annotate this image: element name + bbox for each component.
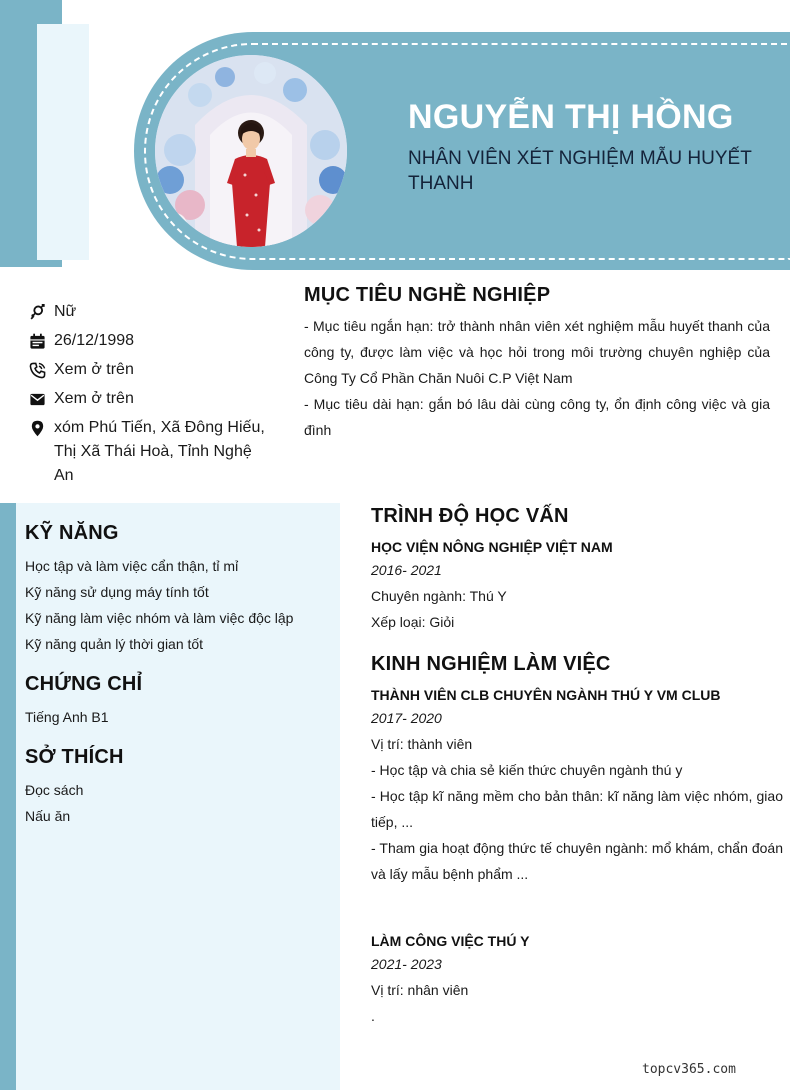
education-period: 2016- 2021 (371, 562, 442, 578)
profile-photo (155, 55, 347, 247)
career-objective-section (304, 284, 770, 443)
skill-item: Kỹ năng sử dụng máy tính tốt (25, 584, 209, 600)
experience-period: 2021- 2023 (371, 956, 442, 972)
contact-address (28, 416, 268, 488)
experience-job (371, 931, 783, 1029)
profile-photo-illustration (155, 55, 347, 247)
experience-line: . (371, 1008, 375, 1024)
hobby-item: Đọc sách (25, 782, 84, 798)
experience-job (371, 685, 783, 887)
contact-phone (28, 358, 268, 382)
experience-line: Vị trí: nhân viên (371, 982, 469, 998)
skills-title: KỸ NĂNG (25, 522, 119, 544)
objective-short-term: - Mục tiêu ngắn hạn: trở thành nhân viên xét nghiệm mẫu huyết thanh của công ty, được làm việc và học hỏi trong môi trường chuyên nghiệp của Công Ty Cổ Phần Chăn Nuôi C.P Việt Nam (304, 318, 770, 386)
experience-line: - Học tập và chia sẻ kiến thức chuyên ngành thú y (371, 762, 683, 778)
gender-icon (28, 300, 46, 324)
experience-title: KINH NGHIỆM LÀM VIỆC (371, 653, 611, 675)
contact-email (28, 387, 268, 411)
right-column (371, 505, 783, 1029)
certificate-item: Tiếng Anh B1 (25, 709, 109, 725)
skill-item: Học tập và làm việc cẩn thận, tỉ mỉ (25, 558, 239, 574)
experience-org: THÀNH VIÊN CLB CHUYÊN NGÀNH THÚ Y VM CLUB (371, 687, 721, 703)
education-major: Chuyên ngành: Thú Y (371, 588, 507, 604)
hobbies-title: SỞ THÍCH (25, 746, 124, 768)
contact-phone-text: Xem ở trên (54, 361, 134, 378)
certificates-title: CHỨNG CHỈ (25, 673, 143, 695)
career-objective-title: MỤC TIÊU NGHỀ NGHIỆP (304, 284, 551, 306)
email-icon (28, 387, 46, 411)
experience-line: - Học tập kĩ năng mềm cho bản thân: kĩ năng làm việc nhóm, giao tiếp, ... (371, 788, 783, 830)
left-column (25, 522, 325, 829)
education-grade: Xếp loại: Giỏi (371, 614, 455, 630)
header-light-panel (37, 24, 89, 260)
hobby-item: Nấu ăn (25, 808, 71, 824)
experience-org: LÀM CÔNG VIỆC THÚ Y (371, 933, 530, 949)
skill-item: Kỹ năng quản lý thời gian tốt (25, 636, 204, 652)
contact-gender (28, 300, 268, 324)
skill-item: Kỹ năng làm việc nhóm và làm việc độc lập (25, 610, 294, 626)
contact-birthday (28, 329, 268, 353)
experience-line: - Tham gia hoạt động thức tế chuyên ngành: mổ khám, chẩn đoán và lấy mẫu bệnh phẩm ... (371, 840, 783, 882)
experience-line: Vị trí: thành viên (371, 736, 473, 752)
education-title: TRÌNH ĐỘ HỌC VẤN (371, 505, 569, 527)
education-school: HỌC VIỆN NÔNG NGHIỆP VIỆT NAM (371, 539, 613, 555)
job-title: NHÂN VIÊN XÉT NGHIỆM MẪU HUYẾT THANH (408, 148, 752, 194)
left-column-accent-bar (0, 503, 16, 1090)
calendar-icon (28, 329, 46, 353)
location-icon (28, 416, 46, 440)
experience-period: 2017- 2020 (371, 710, 442, 726)
phone-icon (28, 358, 46, 382)
contact-email-text: Xem ở trên (54, 390, 134, 407)
objective-long-term: - Mục tiêu dài hạn: gắn bó lâu dài cùng công ty, ổn định công việc và gia đình (304, 396, 770, 438)
contact-gender-text: Nữ (54, 303, 77, 320)
candidate-name: NGUYỄN THỊ HỒNG (408, 98, 734, 136)
watermark: topcv365.com (642, 1062, 736, 1077)
contact-info (28, 300, 268, 493)
contact-address-text: xóm Phú Tiến, Xã Đông Hiếu, Thị Xã Thái Hoà, Tỉnh Nghệ An (54, 419, 265, 484)
contact-birthday-text: 26/12/1998 (54, 332, 135, 349)
